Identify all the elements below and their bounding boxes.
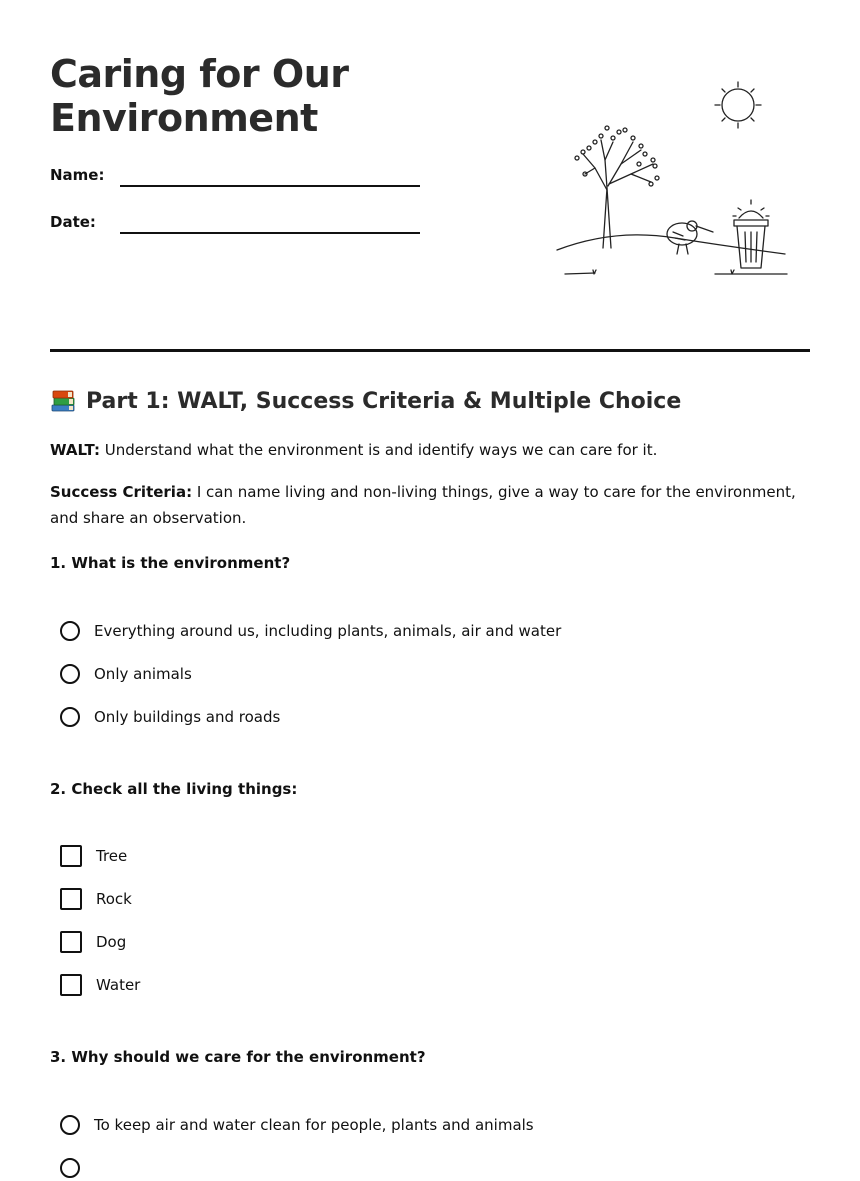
radio-button[interactable] — [60, 1115, 80, 1135]
question-2-option-1[interactable] — [60, 843, 127, 869]
checkbox[interactable] — [60, 888, 82, 910]
checkbox[interactable] — [60, 931, 82, 953]
date-field[interactable] — [50, 213, 420, 243]
option-label: Only animals — [94, 665, 192, 683]
name-label: Name: — [50, 166, 105, 184]
radio-button[interactable] — [60, 707, 80, 727]
part1-title: Part 1: WALT, Success Criteria & Multiple Choice — [86, 388, 682, 414]
radio-button[interactable] — [60, 621, 80, 641]
page-title: Caring for Our Environment — [50, 52, 349, 140]
option-label: To keep air and water clean for people, plants and animals — [94, 1116, 534, 1134]
option-label: Water — [96, 976, 141, 994]
success-criteria-label: Success Criteria: — [50, 483, 193, 501]
radio-button[interactable] — [60, 1158, 80, 1178]
question-1-option-1[interactable] — [60, 618, 561, 644]
name-line[interactable] — [120, 185, 420, 187]
rubbish-bin-icon — [733, 200, 769, 268]
date-line[interactable] — [120, 232, 420, 234]
date-label: Date: — [50, 213, 96, 231]
question-3-option-1[interactable] — [60, 1112, 534, 1138]
option-label: Everything around us, including plants, animals, air and water — [94, 622, 562, 640]
question-2-option-3[interactable] — [60, 929, 126, 955]
question-2-option-2[interactable] — [60, 886, 132, 912]
question-3-text: 3. Why should we care for the environment? — [50, 1048, 426, 1066]
question-1-text: 1. What is the environment? — [50, 554, 291, 572]
question-2-text: 2. Check all the living things: — [50, 780, 298, 798]
success-criteria-text: I can name living and non-living things, give a way to care for the environment, and share an observation. — [50, 483, 796, 527]
walt-paragraph — [50, 437, 810, 463]
part1-heading — [50, 388, 681, 414]
tree-icon — [575, 126, 659, 248]
walt-text: Understand what the environment is and identify ways we can care for it. — [99, 441, 658, 459]
question-1-option-2[interactable] — [60, 661, 192, 687]
question-2-option-4[interactable] — [60, 972, 140, 998]
radio-button[interactable] — [60, 664, 80, 684]
environment-illustration — [555, 78, 795, 278]
question-1-option-3[interactable] — [60, 704, 280, 730]
checkbox[interactable] — [60, 845, 82, 867]
option-label: Tree — [96, 847, 128, 865]
section-divider — [50, 349, 810, 352]
sun-icon — [715, 82, 761, 128]
option-label: Rock — [96, 890, 132, 908]
question-3-option-2[interactable] — [60, 1155, 80, 1181]
checkbox[interactable] — [60, 974, 82, 996]
success-criteria-paragraph — [50, 479, 810, 531]
books-icon — [50, 388, 76, 414]
walt-label: WALT: — [50, 441, 100, 459]
name-field[interactable] — [50, 166, 420, 196]
option-label: Dog — [96, 933, 127, 951]
option-label: Only buildings and roads — [94, 708, 281, 726]
